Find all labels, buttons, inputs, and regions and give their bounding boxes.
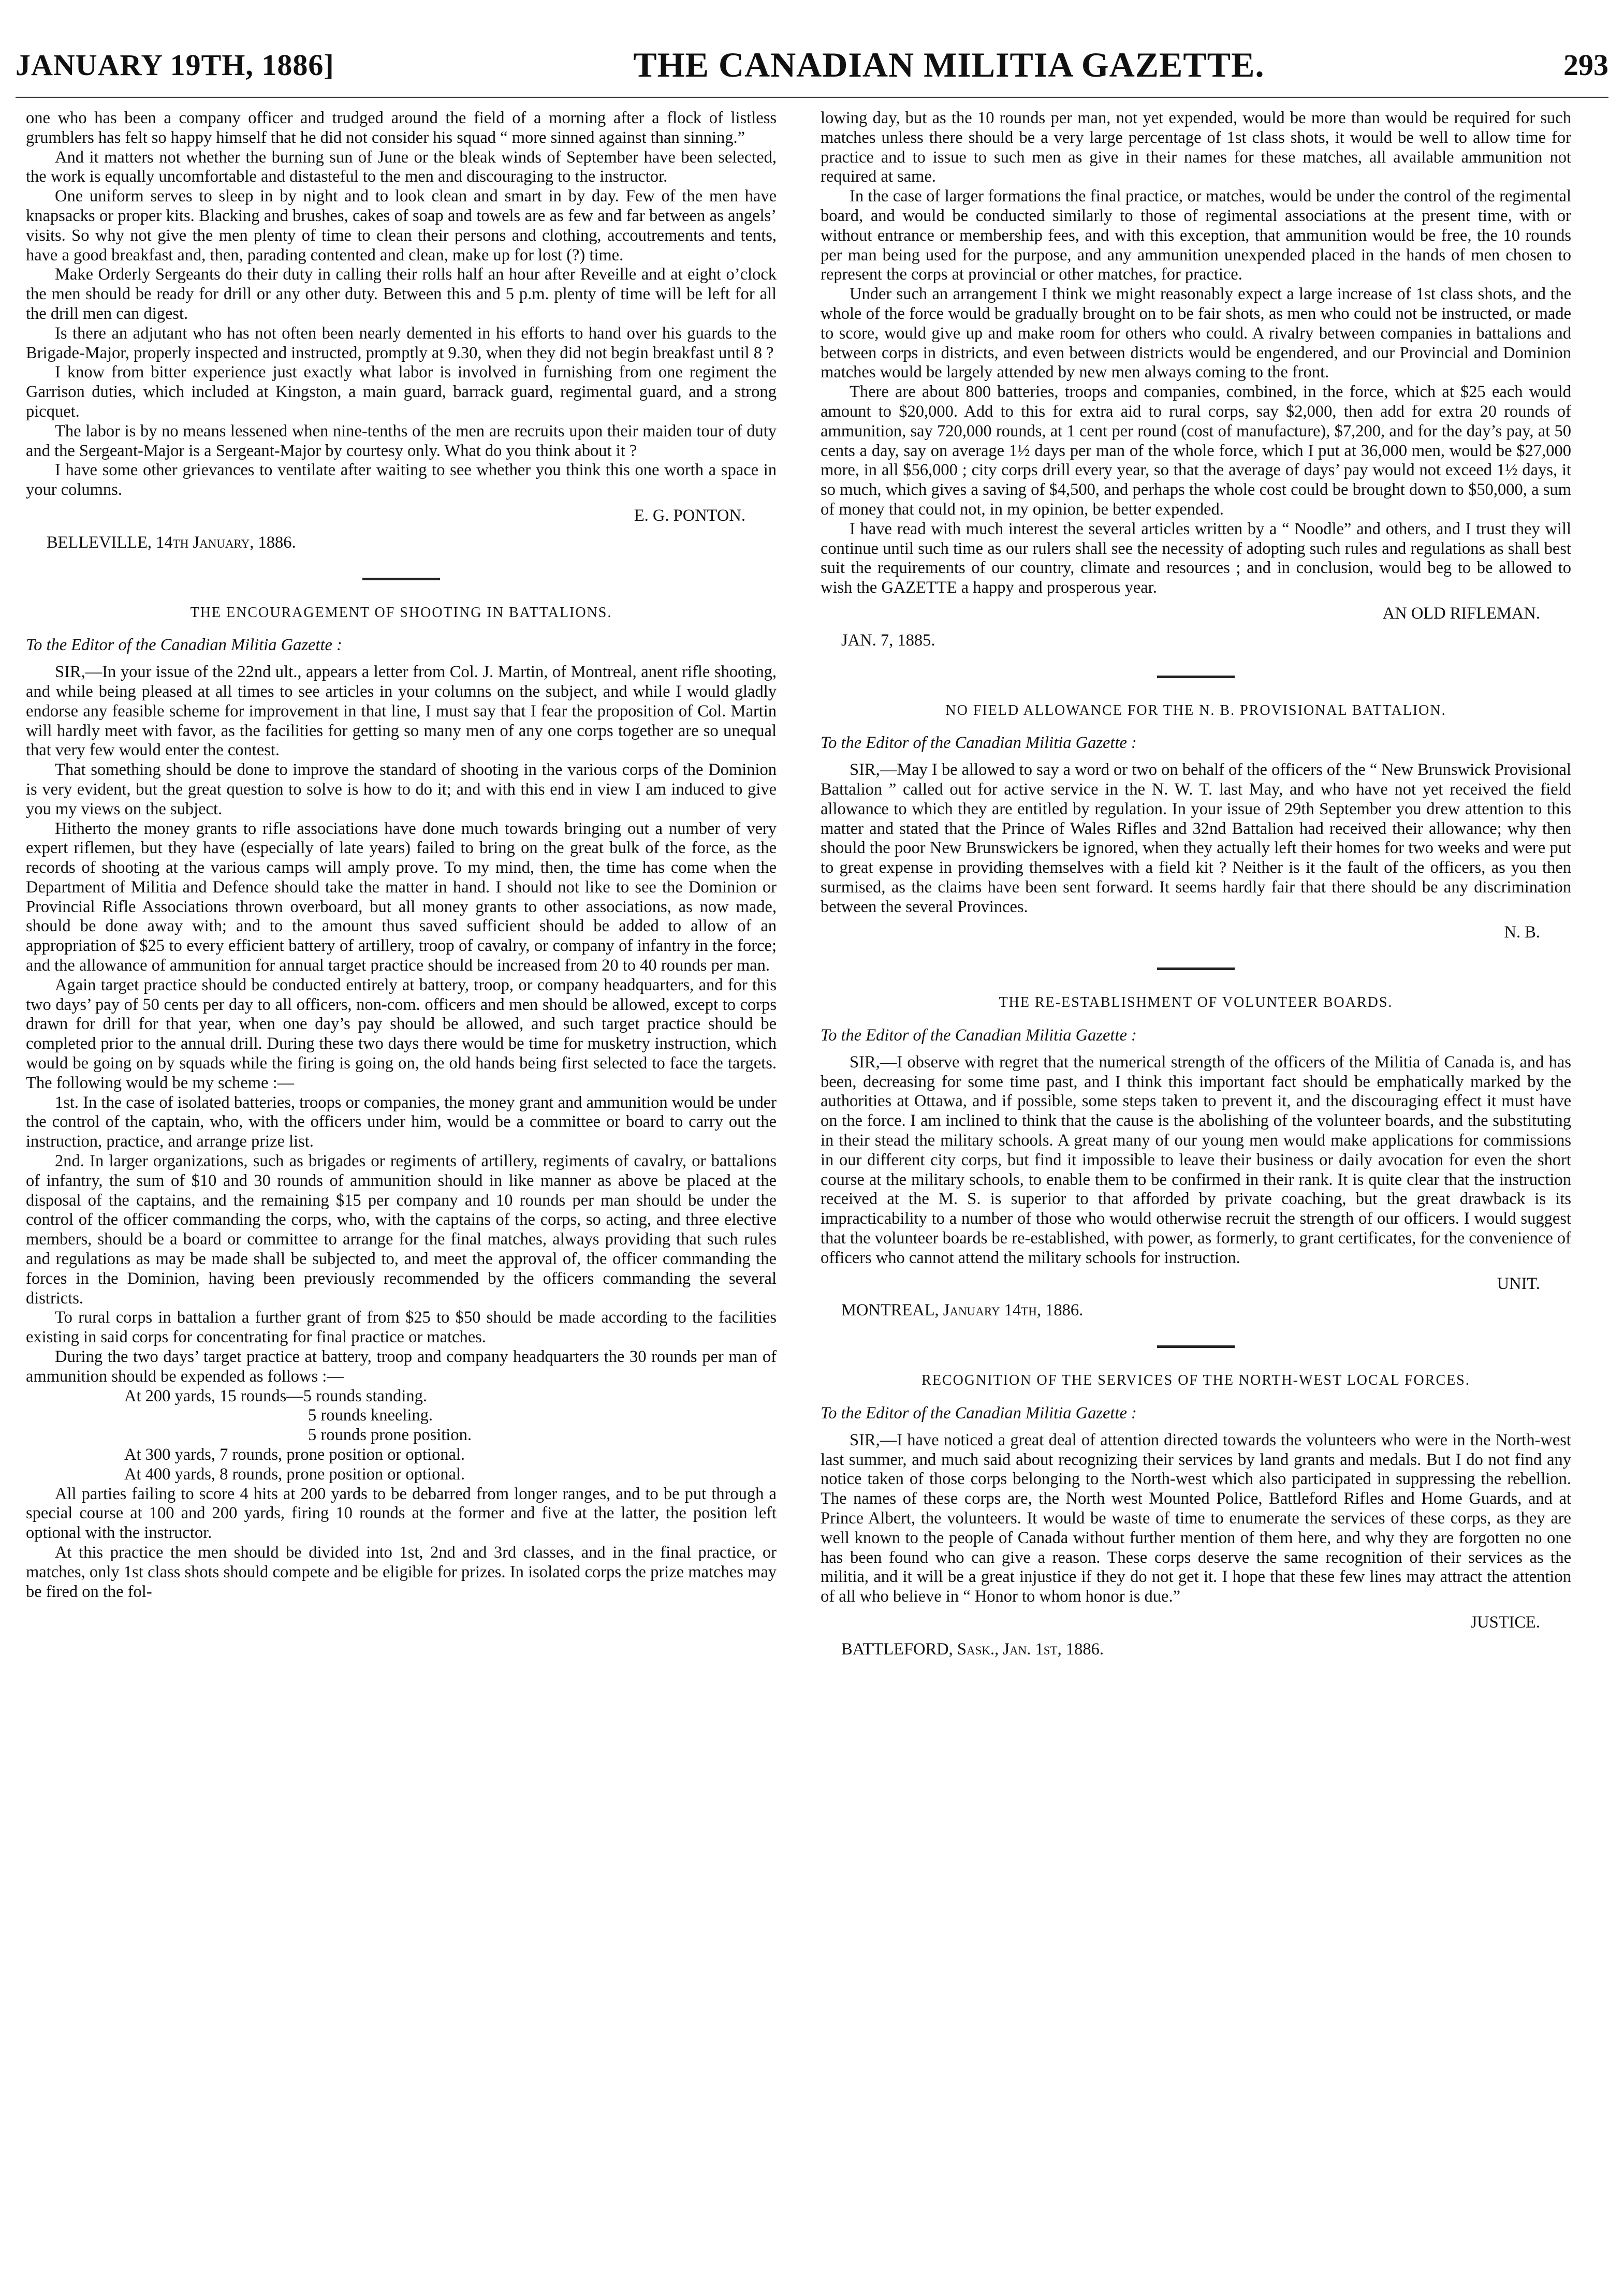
article-paragraph: Again target practice should be conducted entirely at battery, troop, or company headquarters, and for this two days’ pay of 50 cents per day to all officers, non-com. officers and men should be allowed, except to corps drawn for drill for that year, when one day’s pay should be allowed, and such target practice should be completed prior to the annual drill. During these two days there would be time for musketry instruction, which would be going on by squads while the firing is going on, the old hands being first selected to face the targets. The following would be my scheme :— (26, 975, 777, 1092)
article-paragraph: I have read with much interest the several articles written by a “ Noodle” and others, and I trust they will continue until such time as our rulers shall see the necessity of adopting such rules and regulations as shall best suit the requirements of our country, climate and resources ; and in conclusion, would beg to be allowed to wish the GAZETTE a happy and prosperous year. (821, 519, 1571, 597)
letter-dateline: JAN. 7, 1885. (841, 631, 935, 650)
cont-paragraph: The labor is by no means lessened when nine-tenths of the men are recruits upon their maiden tour of duty and the Sergeant-Major is a Sergeant-Major by courtesy only. What do you think about it ? (26, 421, 777, 460)
masthead (16, 44, 1608, 85)
letter-salutation: To the Editor of the Canadian Militia Gazette : (821, 734, 1137, 753)
article-paragraph: All parties failing to score 4 hits at 200 yards to be debarred from longer ranges, and to be put through a special course at 100 and 200 yards, firing 10 rounds at the former and five at the latter, the position left optional with the instructor. (26, 1484, 777, 1543)
article-paragraph: In the case of larger formations the final practice, or matches, would be under the control of the regimental board, and would be conducted similarly to those of regimental associations at the present time, with or without entrance or membership fees, and with this exception, that ammunition would be free, the 10 rounds per man being used for the purpose, and any ammunition unexpended placed in the hands of men chosen to represent the corps at provincial or other matches, for practice. (821, 187, 1571, 284)
letter-signature: N. B. (1504, 923, 1540, 942)
letter-signature: E. G. PONTON. (634, 506, 745, 525)
issue-date: JANUARY 19TH, 1886] (16, 48, 334, 82)
article-paragraph: There are about 800 batteries, troops and companies, combined, in the force, which at $25 each would amount to $20,000. Add to this for extra aid to rural corps, say $2,000, then add for extra 20 rounds of ammunition, say 720,000 rounds, at 1 cent per round (cost of manufacture), $7,200, and for the day’s pay, at 50 cents a day, say on average 1½ days per man of the whole force, which I put at 36,000 men, would be $27,000 more, in all $56,000 ; city corps drill every year, so that the average of days’ pay would not exceed 1½ days, it so much, which gives a saving of $4,500, and perhaps the whole cost could be brought down to $50,000, a sum of money that could not, in my opinion, be better expended. (821, 383, 1571, 519)
letter-signature: JUSTICE. (1470, 1613, 1540, 1632)
letter-salutation: To the Editor of the Canadian Militia Gazette : (821, 1026, 1137, 1045)
schedule-line: 5 rounds prone position. (308, 1426, 472, 1445)
article-paragraph: Hitherto the money grants to rifle associations have done much towards bringing out a number of very expert riflemen, but they have (especially of late years) failed to bring on the great bulk of the force, as the records of shooting at the various camps will amply prove. To my mind, then, the time has come when the Department of Militia and Defence should take the matter in hand. I should not like to see the Dominion or Provincial Rifle Associations thrown overboard, but all money grants to other associations, as now made, should be done away with; and to the amount thus saved sufficient should be added to allow of an appropriation of $25 to every efficient battery of artillery, troop of cavalry, or company of infantry in the force; and the allowance of ammunition for annual target practice should be increased from 20 to 40 rounds per man. (26, 819, 777, 975)
schedule-line: 5 rounds kneeling. (308, 1406, 433, 1425)
letter-salutation: To the Editor of the Canadian Militia Gazette : (26, 636, 342, 655)
schedule-line: At 200 yards, 15 rounds—5 rounds standing. (124, 1386, 427, 1405)
article-paragraph: SIR,—In your issue of the 22nd ult., appears a letter from Col. J. Martin, of Montreal, anent rifle shooting, and while being pleased at all times to see articles in your columns on the subject, and while I would gladly endorse any feasible scheme for improvement in that line, I must say that I fear the proposition of Col. Martin will hardly meet with favor, as the facilities for getting so many men of any one corps together are so unequal that very few would enter the contest. (26, 663, 777, 760)
right-column (821, 109, 1571, 1660)
letter-dateline: BELLEVILLE, 14th January, 1886. (47, 533, 296, 552)
section-divider (1157, 968, 1235, 970)
article-paragraph: SIR,—I have noticed a great deal of attention directed towards the volunteers who were in the North-west last summer, and much said about recognizing their services by land grants and medals. But I do not find any notice taken of those corps belonging to the North-west which also participated in suppressing the rebellion. The names of these corps are, the North west Mounted Police, Battleford Rifles and Home Guards, and at Prince Albert, the volunteers. It would be waste of time to enumerate the services of these corps, as they are well known to the people of Canada without further mention of them here, and why they are forgotten no one has been found who can give a reason. These corps deserve the same recognition of their services as the militia, and it will be a great injustice if they do not get it. I hope that these few lines may attract the attention of all who believe in “ Honor to whom honor is due.” (821, 1430, 1571, 1606)
article-paragraph: Under such an arrangement I think we might reasonably expect a large increase of 1st class shots, and the whole of the force would be gradually brought on to be fair shots, as men who could not be instructed, or made to score, would give up and make room for others who could. A rivalry between companies in battalions and between corps in districts, and even between districts would be engendered, and our Provincial and Dominion matches would be largely attended by new men always coming to the front. (821, 285, 1571, 382)
letter-signature: UNIT. (1497, 1274, 1540, 1293)
section-divider (1157, 676, 1235, 678)
cont-paragraph: One uniform serves to sleep in by night and to look clean and smart in by day. Few of the men have knapsacks or proper kits. Blacking and brushes, cakes of soap and towels are as few and far between as angels’ visits. So why not give the men plenty of time to clean their persons and clothing, accoutrements and tents, have a good breakfast and, then, parading contented and clean, make up for lost (?) time. (26, 187, 777, 265)
schedule-line: At 400 yards, 8 rounds, prone position or optional. (124, 1464, 465, 1484)
cont-paragraph: I know from bitter experience just exactly what labor is involved in furnishing from one regiment the Garrison duties, which included at Kingston, a main guard, barrack guard, regimental guard, and a strong picquet. (26, 363, 777, 421)
article-paragraph: That something should be done to improve the standard of shooting in the various corps of the Dominion is very evident, but the great question to solve is how to do it; and with this end in view I am induced to give you my views on the subject. (26, 760, 777, 818)
article-paragraph: 1st. In the case of isolated batteries, troops or companies, the money grant and ammunition would be under the control of the captain, who, with the officers under him, would be a committee or board to carry out the instruction, practice, and arrange prize list. (26, 1093, 777, 1151)
page-number: 293 (1563, 48, 1608, 82)
article-paragraph: During the two days’ target practice at battery, troop and company headquarters the 30 rounds per man of ammunition should be expended as follows :— (26, 1347, 777, 1386)
cont-paragraph: one who has been a company officer and trudged around the field of a morning after a flock of listless grumblers has felt so happy himself that he did not consider his squad “ more sinned against than sinning.” (26, 109, 777, 147)
article-heading: THE RE-ESTABLISHMENT OF VOLUNTEER BOARDS. (999, 994, 1393, 1011)
article-paragraph: 2nd. In larger organizations, such as brigades or regiments of artillery, regiments of cavalry, or battalions of infantry, the sum of $10 and 30 rounds of ammunition should in like manner as above be placed at the disposal of the captains, and the remaining $15 per company and 10 rounds per man should be under the control of the officer commanding the corps, who, with the captains of the corps, so acting, and three elective members, should be a board or committee to arrange for the final matches, always providing that such rules and regulations as may be made shall be subjected to, and meet the approval of, the officer commanding the forces in the Dominion, having been previously recommended by the officers commanding the several districts. (26, 1152, 777, 1308)
left-column (26, 109, 777, 1602)
article-paragraph: SIR,—I observe with regret that the numerical strength of the officers of the Militia of Canada is, and has been, decreasing for some time past, and I think this important fact should be emphatically marked by the authorities at Ottawa, and if possible, some steps taken to prevent it, and the discouraging effect it must have on the force. I am inclined to think that the cause is the abolishing of the volunteer boards, and the substituting in their stead the military schools. A great many of our young men would make applications for commissions in our different city corps, but find it impossible to leave their business or daily avocation for even the short course at the military schools, to enable them to be confirmed in their rank. It is quite clear that the instruction received at the M. S. is superior to that afforded by private coaching, but the great drawback is its impracticability to a number of those who would otherwise recruit the strength of our officers. I would suggest that the volunteer boards be re-established, with power, as formerly, to grant certificates, for the convenience of officers who cannot attend the military schools for instruction. (821, 1052, 1571, 1267)
cont-paragraph: Make Orderly Sergeants do their duty in calling their rolls half an hour after Reveille and at eight o’clock the men should be ready for drill or any other duty. Between this and 5 p.m. plenty of time will be left for all the drill men can digest. (26, 265, 777, 323)
letter-dateline: MONTREAL, January 14th, 1886. (841, 1301, 1084, 1320)
masthead-rule (16, 96, 1608, 98)
letter-salutation: To the Editor of the Canadian Militia Gazette : (821, 1404, 1137, 1423)
firing-schedule (26, 1387, 777, 1485)
article-paragraph: At this practice the men should be divided into 1st, 2nd and 3rd classes, and in the final practice, or matches, only 1st class shots should compete and be eligible for prizes. In isolated corps the prize matches may be fired on the fol- (26, 1543, 777, 1601)
article-heading: NO FIELD ALLOWANCE FOR THE N. B. PROVISIONAL BATTALION. (945, 702, 1446, 719)
article-heading: THE ENCOURAGEMENT OF SHOOTING IN BATTALIONS. (190, 604, 612, 621)
cont-paragraph: Is there an adjutant who has not often been nearly demented in his efforts to hand over his guards to the Brigade-Major, properly inspected and instructed, promptly at 9.30, when they did not begin breakfast until 8 ? (26, 324, 777, 362)
letter-signature: AN OLD RIFLEMAN. (1382, 604, 1540, 623)
article-paragraph: To rural corps in battalion a further grant of from $25 to $50 should be made according to the facilities existing in said corps for concentrating for final practice or matches. (26, 1308, 777, 1347)
article-paragraph: SIR,—May I be allowed to say a word or two on behalf of the officers of the “ New Brunswick Provisional Battalion ” called out for active service in the N. W. T. last May, and who have not yet received the field allowance to which they are entitled by regulation. In your issue of 29th September you drew attention to this matter and stated that the Prince of Wales Rifles and 32nd Battalion had received their allowance; why then should the poor New Brunswickers be ignored, when they actually left their homes for two weeks and were put to great expense in providing themselves with a field kit ? Neither is it the fault of the officers, as you then surmised, as the claims have been sent forward. It seems hardly fair that there should be any discrimination between the several Provinces. (821, 760, 1571, 916)
section-divider (1157, 1345, 1235, 1348)
cont-paragraph: I have some other grievances to ventilate after waiting to see whether you think this one worth a space in your columns. (26, 461, 777, 500)
letter-dateline: BATTLEFORD, Sask., Jan. 1st, 1886. (841, 1639, 1104, 1659)
article-heading: RECOGNITION OF THE SERVICES OF THE NORTH-WEST LOCAL FORCES. (921, 1372, 1470, 1389)
article-paragraph: lowing day, but as the 10 rounds per man, not yet expended, would be more than would be required for such matches unless there should be a very large percentage of 1st class shots, it would be well to allow time for practice and to issue to such men as give in their names for these matches, all available ammunition not required at same. (821, 109, 1571, 186)
schedule-line: At 300 yards, 7 rounds, prone position or optional. (124, 1445, 465, 1464)
cont-paragraph: And it matters not whether the burning sun of June or the bleak winds of September have been selected, the work is equally uncomfortable and distasteful to the men and discouraging to the instructor. (26, 148, 777, 186)
section-divider (362, 578, 440, 580)
publication-title: THE CANADIAN MILITIA GAZETTE. (633, 45, 1265, 84)
